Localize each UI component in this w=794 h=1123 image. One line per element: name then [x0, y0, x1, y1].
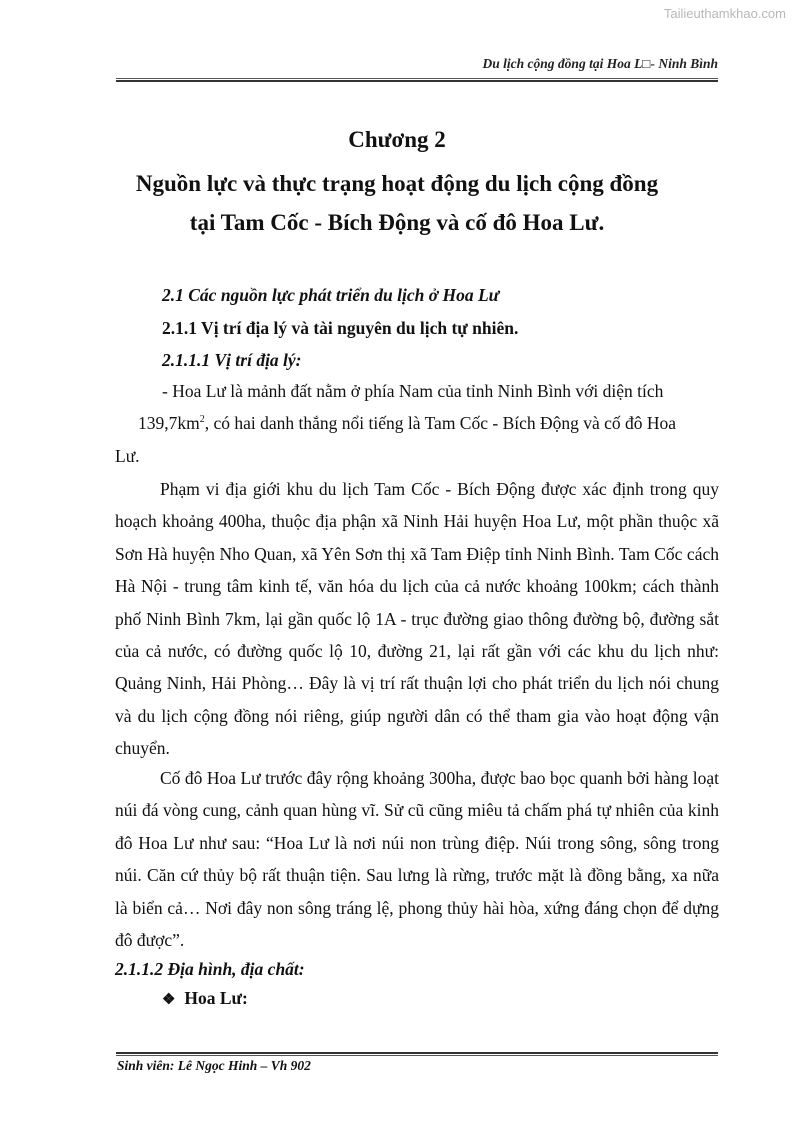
section-2-1-heading: 2.1 Các nguồn lực phát triển du lịch ở Hoa Lư: [162, 285, 500, 305]
section-2-1-1-2-heading: 2.1.1.2 Địa hình, địa chất:: [115, 959, 305, 979]
section-2-1-1-1-heading: 2.1.1.1 Vị trí địa lý:: [162, 350, 302, 370]
diamond-bullet-icon: ❖: [162, 992, 176, 1008]
para1-line1: - Hoa Lư là mảnh đất nằm ở phía Nam của tỉnh Ninh Bình với diện tích: [162, 381, 664, 401]
watermark: Tailieuthamkhao.com: [663, 6, 786, 21]
chapter-title-line2: tại Tam Cốc - Bích Động và cố đô Hoa Lư.: [189, 210, 605, 235]
section-2-1-1-heading: 2.1.1 Vị trí địa lý và tài nguyên du lịch tự nhiên.: [162, 318, 519, 338]
para1-line2-pre: 139,7km: [138, 413, 200, 433]
bullet-label: Hoa Lư:: [184, 988, 248, 1008]
para1-line2-post: , có hai danh thắng nổi tiếng là Tam Cốc - Bích Động và cố đô Hoa: [204, 413, 677, 433]
bullet-hoa-lu: [162, 988, 248, 1009]
running-header: Du lịch cộng đồng tại Hoa L□- Ninh Bình: [482, 56, 718, 71]
para1-line2: [138, 407, 676, 439]
para2: Phạm vi địa giới khu du lịch Tam Cốc - Bích Động được xác định trong quy hoạch khoảng 400ha, thuộc địa phận xã Ninh Hải huyện Hoa Lư, một phần thuộc xã Sơn Hà huyện Nho Quan, xã Yên Sơn thị xã Tam Điệp tỉnh Ninh Bình. Tam Cốc cách Hà Nội - trung tâm kinh tế, văn hóa du lịch của cả nước khoảng 100km; cách thành phố Ninh Bình 7km, lại gần quốc lộ 1A - trục đường giao thông đường bộ, đường sắt của cả nước, có đường quốc lộ 10, đường 21, lại rất gần với các khu du lịch như: Quảng Ninh, Hải Phòng… Đây là vị trí rất thuận lợi cho phát triển du lịch nói chung và du lịch cộng đồng nói riêng, giúp người dân có thể tham gia vào hoạt động vận chuyển.: [115, 479, 719, 759]
footer-rule: [116, 1052, 718, 1056]
para2-block: [115, 473, 719, 765]
para3-block: [115, 762, 719, 956]
header-rule: [116, 78, 718, 82]
para1-line3: Lư.: [115, 446, 140, 466]
chapter-number: Chương 2: [348, 127, 446, 152]
para1-line2-sup: 2: [199, 414, 205, 426]
footer-author: Sinh viên: Lê Ngọc Hinh – Vh 902: [117, 1058, 311, 1073]
chapter-title-line1: Nguồn lực và thực trạng hoạt động du lịch cộng đồng: [135, 171, 659, 196]
para3: Cố đô Hoa Lư trước đây rộng khoảng 300ha, được bao bọc quanh bởi hàng loạt núi đá vòng cung, cảnh quan hùng vĩ. Sử cũ cũng miêu tả chấm phá tự nhiên của kinh đô Hoa Lư như sau: “Hoa Lư là nơi núi non trùng điệp. Núi trong sông, sông trong núi. Căn cứ thủy bộ rất thuận tiện. Sau lưng là rừng, trước mặt là đồng bằng, xa nữa là biển cả… Nơi đây non sông tráng lệ, phong thủy hài hòa, xứng đáng chọn để dựng đô được”.: [115, 768, 719, 951]
